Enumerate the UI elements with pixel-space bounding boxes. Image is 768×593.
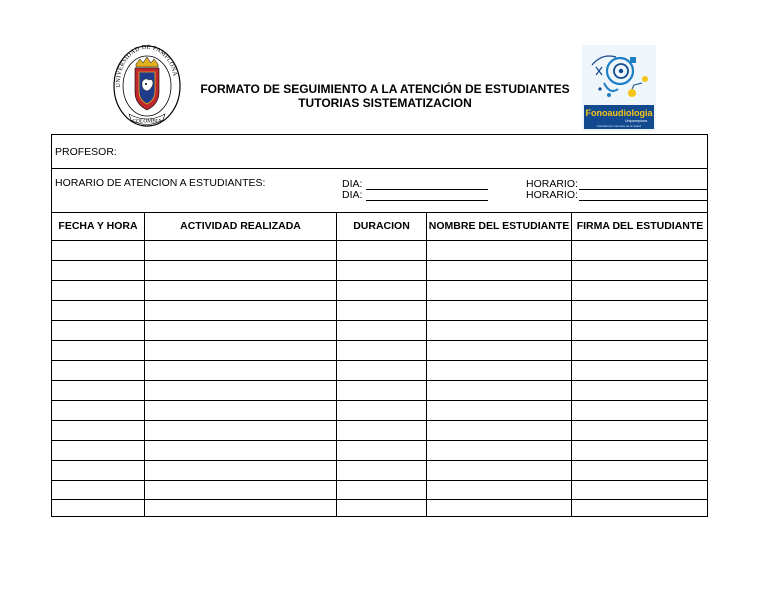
document-title: FORMATO DE SEGUIMIENTO A LA ATENCIÓN DE ESTUDIANTES [200,82,570,96]
column-header-nombre: NOMBRE DEL ESTUDIANTE [428,220,570,232]
table-row-line [52,340,707,341]
table-row-line [52,380,707,381]
table-row-line [52,420,707,421]
column-header-fecha-hora: FECHA Y HORA [58,220,138,232]
table-row-line [52,460,707,461]
table-row-line [52,360,707,361]
column-header-duracion: DURACION [353,220,410,232]
table-row-line [52,440,707,441]
column-header-actividad: ACTIVIDAD REALIZADA [180,220,301,232]
horario-label-1: HORARIO: [526,178,578,190]
dia-label-2: DIA: [342,189,363,201]
table-row-line [52,260,707,261]
column-separator [426,212,427,516]
table-row-line [52,400,707,401]
table-row-line [52,320,707,321]
dia-label-1: DIA: [342,178,363,190]
dia-input-line-1[interactable] [366,189,488,190]
document-subtitle: TUTORIAS SISTEMATIZACION [298,96,472,110]
column-separator [144,212,145,516]
horario-input-line-1[interactable] [579,189,707,190]
profesor-label: PROFESOR: [55,146,117,158]
column-header-firma: FIRMA DEL ESTUDIANTE [576,220,704,232]
horario-atencion-label: HORARIO DE ATENCION A ESTUDIANTES: [55,177,266,189]
program-logo-sub1: Unipamplona [624,119,648,123]
horario-label-2: HORARIO: [526,189,578,201]
program-logo-sub2: Facultad de Ciencias de la Salud [597,124,641,128]
table-row-line [52,240,707,241]
table-row-line [52,499,707,500]
profesor-divider [52,168,707,169]
column-separator [336,212,337,516]
column-separator [571,212,572,516]
program-logo-name: Fonoaudiologia [585,108,653,118]
svg-text:UNIVERSIDAD DE PAMPLONA: UNIVERSIDAD DE PAMPLONA [114,44,179,88]
seal-ribbon-text: COLOMBIA [132,118,162,125]
table-row-line [52,480,707,481]
tutoring-form [51,134,708,517]
dia-input-line-2[interactable] [366,200,488,201]
table-row-line [52,280,707,281]
table-row-line [52,300,707,301]
horario-input-line-2[interactable] [579,200,707,201]
